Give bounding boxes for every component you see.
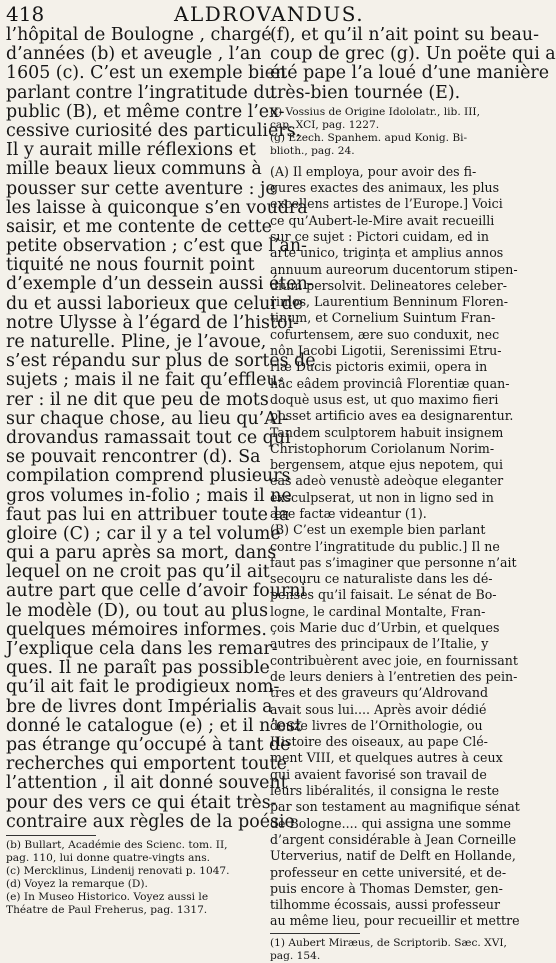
page-number: 418 [6,2,45,26]
note-line: douze livres de l’Ornithologie, ou [270,717,483,733]
note-line: secouru ce naturaliste dans les dé- [270,571,493,587]
text-line: cessive curiosité des particuliers. [6,120,302,141]
text-line: recherches qui emportent toute [6,754,287,775]
footnote-line: cap. XCI, pag. 1227. [270,118,380,131]
note-line: ære factæ videantur (1). [270,505,427,521]
text-line: très-bien tournée (E). [270,82,461,103]
note-line: riæ Ducis pictoris eximii, opera in [270,359,488,375]
text-line: parlant contre l’ingratitude du [6,82,276,103]
text-line: autre part que celle d’avoir fourni [6,581,307,602]
footnote-line: (b) Bullart, Académie des Scienc. tom. II, [6,838,228,851]
right-main-text [270,25,556,103]
note-line: dium persolvit. Delineatores celeber- [270,277,507,293]
note-line: (A) Il employa, pour avoir des fi- [270,163,477,179]
text-line: qui a paru après sa mort, dans [6,543,277,564]
note-line: exsculpserat, ut non in ligno sed in [270,489,494,505]
text-line: s’est répandu sur plus de sortes de [6,351,316,372]
remark-a [270,164,518,523]
footnote-divider [270,933,360,934]
note-line: (B) C’est un exemple bien parlant [270,522,486,538]
note-line: tinum, et Cornelium Suintum Fran- [270,310,496,326]
text-line: se pouvait rencontrer (d). Sa [6,447,261,468]
text-line: les laisse à quiconque s’en voudra [6,197,308,218]
note-line: Christophorum Coriolanum Norim- [270,440,495,456]
note-line: bergensem, atque ejus nepotem, qui [270,457,504,473]
note-line: rimos, Laurentium Benninum Floren- [270,294,509,310]
note-line: nôn Jacobi Ligotii, Serenissimi Etru- [270,343,502,359]
text-line: sur chaque chose, au lieu qu’Al- [6,408,289,429]
note-line: ment VIII, et quelques autres à ceux [270,750,503,766]
note-line: qui avaient favorisé son travail de [270,766,487,782]
text-line: faut pas lui en attribuer toute la [6,504,290,525]
text-line: petite observation ; c’est que l’an- [6,236,307,257]
text-line: le modèle (D), ou tout au plus [6,600,269,621]
note-line: leurs libéralités, il consigna le reste [270,783,500,799]
footnote-line: (1) Aubert Miræus, de Scriptorib. Sæc. XVI, [270,936,507,949]
text-line: 1605 (c). C’est un exemple bien [6,63,287,84]
note-line: ce qu’Aubert-le-Mire avait recueilli [270,212,495,228]
note-line: posset artificio aves ea designarentur. [270,408,514,424]
note-line: de leurs deniers à l’entretien des pein- [270,668,518,684]
text-line: tiquité ne nous fournit point [6,255,255,276]
note-line: annuum aureorum ducentorum stipen- [270,261,518,277]
text-line: compilation comprend plusieurs [6,466,291,487]
text-line: gloire (C) ; car il y a tel volume [6,523,281,544]
footnote-line: blioth., pag. 24. [270,144,355,157]
note-line: doquè usus est, ut quo maximo fieri [270,391,499,407]
text-line: donné le catalogue (e) ; et il n’est [6,715,303,736]
left-footnotes [6,839,263,917]
note-line: faut pas s’imaginer que personne n’ait [270,554,517,570]
text-line: gros volumes in-folio ; mais il ne [6,485,292,506]
note-line: professeur en cette université, et de- [270,864,507,880]
note-line: sur ce sujet : Pictori cuidam, ed in [270,228,489,244]
remark-b [270,522,518,929]
note-line: arte unico, trigința et amplius annos [270,245,504,261]
footnote-divider [6,835,96,836]
note-line: puis encore à Thomas Demster, gen- [270,880,503,896]
footnote-line: (d) Voyez la remarque (D). [6,877,148,890]
text-line: (f), et qu’il n’ait point su beau- [270,25,539,45]
note-line: d’argent considérable à Jean Corneille [270,831,517,847]
note-line: contre l’ingratitude du public.] Il ne [270,538,500,554]
text-line: ques. Il ne paraît pas possible [6,658,270,679]
text-line: quelques mémoires informes. [6,619,267,640]
note-line: excellens artistes de l’Europe.] Voici [270,196,503,212]
text-line: bre de livres dont Impérialis a [6,696,273,717]
note-line: Histoire des oiseaux, au pape Clé- [270,734,488,750]
text-line: contraire aux règles de la poésie [6,811,295,832]
note-line: par son testament au magnifique sénat [270,799,520,815]
note-line: Uterverius, natif de Delft en Hollande, [270,848,516,864]
note-line: Tandem sculptorem habuit insignem [270,424,504,440]
footnote-line: (f) Vossius de Origine Idololatr., lib. III, [270,105,480,118]
text-line: lequel on ne croit pas qu’il ait [6,562,270,583]
right-bottom-footnotes [270,937,518,963]
note-line: avait sous lui.... Après avoir dédié [270,701,487,717]
note-line: autres des principaux de l’Italie, y [270,636,489,652]
note-line: cofurtensem, ære suo conduxit, nec [270,326,500,342]
text-line: sujets ; mais il ne fait qu’effleu- [6,370,284,391]
note-line: au même lieu, pour recueillir et mettre [270,913,520,929]
footnote-line: Théatre de Paul Freherus, pag. 1317. [6,903,208,916]
note-line: logne, le cardinal Montalte, Fran- [270,603,486,619]
note-line: contribuèrent avec joie, en fournissant [270,652,518,668]
text-line: coup de grec (g). Un poëte qui a [270,44,556,65]
text-line: mille beaux lieux communs à [6,159,262,180]
text-line: pas étrange qu’occupé à tant de [6,734,291,755]
running-head: ALDROVANDUS. [174,2,365,26]
text-line: d’années (b) et aveugle , l’an [6,44,262,65]
text-line: public (B), et même contre l’ex- [6,101,285,122]
text-line: qu’il ait fait le prodigieux nom- [6,677,280,698]
text-line: l’hôpital de Boulogne , chargé [6,25,272,45]
text-line: saisir, et me contente de cette [6,216,272,237]
text-line: J’explique cela dans les remar- [6,639,278,659]
footnote-line: (c) Mercklinus, Lindenij renovati p. 1047. [6,864,230,877]
note-line: tres et des graveurs qu’Aldrovand [270,685,489,701]
note-line: hâc eâdem provinciâ Florentiæ quan- [270,375,510,391]
note-line: tilhomme écossais, aussi professeur [270,897,501,913]
text-line: été pape l’a loué d’une manière [270,63,549,84]
footnote-line: pag. 110, lui donne quatre-vingts ans. [6,851,211,864]
footnote-line: (e) In Museo Historico. Voyez aussi le [6,890,209,903]
text-line: pour des vers ce qui était très- [6,792,277,813]
text-line: pousser sur cette aventure : je [6,178,276,199]
right-footnotes [270,106,518,158]
text-line: d’exemple d’un dessein aussi éten- [6,274,314,295]
text-line: re naturelle. Pline, je l’avoue, [6,332,267,352]
note-line: penses qu’il faisait. Le sénat de Bo- [270,587,497,603]
footnote-line: pag. 154. [270,949,321,962]
text-line: du et aussi laborieux que celui de [6,293,303,314]
footnote-line: (g) Ezech. Spanhem. apud Konig. Bi- [270,131,468,144]
text-line: notre Ulysse à l’égard de l’histoi- [6,312,299,333]
text-line: drovandus ramassait tout ce qui [6,427,291,448]
right-column [270,25,556,963]
note-line: de Bologne.... qui assigna une somme [270,815,512,831]
note-line: gures exactes des animaux, les plus [270,180,500,196]
text-line: l’attention , il ait donné souvent [6,773,288,794]
text-line: rer : il ne dit que peu de mots [6,389,269,410]
note-line: çois Marie duc d’Urbin, et quelques [270,620,500,636]
note-line: eas adeò venustè adeòque eleganter [270,473,504,489]
text-line: Il y aurait mille réflexions et [6,140,256,161]
